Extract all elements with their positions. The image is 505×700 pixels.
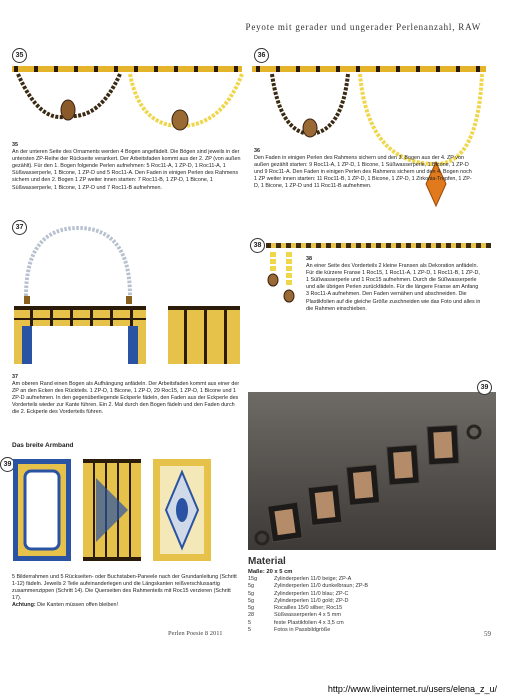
step-35-illustration — [10, 64, 245, 136]
step-38-badge: 38 — [250, 238, 265, 253]
material-box — [248, 556, 496, 634]
material-row — [248, 576, 496, 583]
step-38-fringe — [264, 250, 304, 318]
step-37-illustration — [8, 224, 248, 364]
step-37-caption: Am oberen Rand einen Bogen als Aufhängung anfädeln. Der Arbeitsfaden kommt aus einer der ZP an den Ecken des Rückteils. 1 ZP-D, 1 Bicone, 1 ZP-D, 29 Roc15, 1 ZP-D, 1 Bicone und 1 ZP-D aufnehmen. In den gegenüberliegende Eckperle fädeln, den Faden aus der Eckperle des Vorderteils wieder zur Kante führen. Ein 2. Mal durch den Bogen fädeln und den Faden durch die 2. Eckperle des Vorderteils führen. — [12, 381, 240, 416]
step-38-text — [306, 256, 482, 313]
material-desc: Süßwasserperlen 4 x 5 mm — [274, 612, 341, 619]
bracelet-photo — [248, 384, 496, 550]
material-row — [248, 591, 496, 598]
section-title: Das breite Armband — [12, 442, 74, 449]
step-39-note: Die Kanten müssen offen bleiben! — [37, 602, 118, 609]
step-38-top-bar — [266, 243, 491, 248]
material-qty: 5 — [248, 627, 252, 634]
footer-year: 2011 — [209, 630, 223, 637]
bracelet-photo-graphic — [248, 392, 496, 550]
step-39-badge: 39 — [0, 457, 15, 472]
step-36-badge: 36 — [254, 48, 269, 63]
step-37-number: 37 — [12, 374, 18, 380]
step-35-text — [12, 142, 244, 192]
material-desc: Zylinderperlen 11/0 blau; ZP-C — [274, 590, 349, 597]
material-qty: 28 — [248, 612, 255, 619]
material-list — [248, 576, 496, 634]
panel-letter-pattern — [152, 458, 212, 562]
watermark-url: http://www.liveinternet.ru/users/elena_z_u/ — [327, 684, 497, 694]
page-number: 59 — [484, 630, 491, 638]
panel-back-pattern — [82, 458, 142, 562]
material-title: Material — [248, 556, 286, 567]
step-36-number: 36 — [254, 148, 260, 154]
material-desc: Zylinderperlen 11/0 beige; ZP-A — [274, 576, 352, 582]
step-36-text — [254, 148, 474, 191]
step-38-number: 38 — [306, 256, 312, 262]
material-qty: 15g — [248, 576, 258, 582]
step-37-badge: 37 — [12, 220, 27, 235]
material-row — [248, 627, 496, 634]
material-qty: 5g — [248, 583, 255, 590]
material-row — [248, 620, 496, 627]
step-37-text — [12, 374, 240, 417]
footer-brand: Perlen Poesie — [168, 630, 204, 637]
material-row — [248, 605, 496, 612]
step-39-caption: 5 Bilderrahmen und 5 Rückseiten- oder Buchstaben-Paneele nach der Grundanleitung (Schritt 1-12) fädeln. Jeweils 2 Teile aufeinanderlegen und die Längskanten reißverschlussartig zusammenzippen (Schritt 14). Die Querseiten des Rahmenteils mit Roc15 verzieren (Schritt 17). — [12, 574, 237, 602]
material-row — [248, 598, 496, 605]
material-qty: 5 — [248, 619, 252, 626]
material-row — [248, 612, 496, 619]
step-38-caption: An einer Seite des Vorderteils 2 kleine Fransen als Dekoration anfädeln. Für die kürzere Franse 1 Roc15, 1 Roc11-A, 1 ZP-D, 1 Roc11-B, 1 ZP-D, 1 Süßwasserperle und 1 Roc15 aufnehmen. Durch die Süßwasserperle und alle übrigen Perlen zurückfädeln. Für die längere Franse am Anfang 3 Roc11-A aufnehmen. Den Faden vernähen und abschneiden. Die Plastikfolien auf die gleiche Größe zuschneiden wie das Foto und alles in die Rahmen einschieben. — [306, 263, 481, 312]
footer-issue: 8 — [204, 630, 209, 637]
material-desc: Zylinderperlen 11/0 dunkelbraun; ZP-B — [274, 583, 369, 590]
material-qty: 5g — [248, 590, 255, 597]
material-desc: Fotos in Passbildgröße — [274, 627, 331, 634]
panel-frame-pattern — [12, 458, 72, 562]
step-36-caption: Den Faden in einigen Perlen des Rahmens sichern und den 3. Bogen aus der 4. ZP von außen gezählt starten: 9 Roc11-A, 1 ZP-D, 1 Bicone, 1 Süßwasserperle, 1 Bicone, 1 ZP-D und 9 Roc11-A. Den Faden in einigen Perlen des Rahmens sichern und den 4. Bogen noch 1 ZP weiter innen starten: 11 Roc11-B, 1 ZP-D, 1 Bicone, 1 ZP-D, 1 Zirkonia-Tropfen, 1 ZP-D, 1 Bicone, 1 ZP-D und 11 Roc11-B aufnehmen. — [254, 155, 472, 190]
material-size: Maße: 20 x 5 cm — [248, 569, 293, 575]
material-desc: feste Plastikfolien 4 x 3,5 cm — [274, 619, 344, 626]
material-desc: Zylinderperlen 11/0 gold; ZP-D — [274, 597, 349, 604]
step-39-note-label: Achtung: — [12, 602, 36, 609]
material-row — [248, 583, 496, 590]
photo-badge: 39 — [477, 380, 492, 395]
page-header: Peyote mit gerader und ungerader Perlenanzahl, RAW — [245, 22, 481, 32]
step-35-caption: An der unteren Seite des Ornaments werden 4 Bogen angefädelt. Die Bögen sind jeweils in der untersten ZP-Reihe der Rückseite verankert. Der Arbeitsfaden kommt aus der 2. ZP (von außen gezählt). Für den 1. Bogen folgende Perlen aufnehmen: 5 Roc11-A, 1 ZP-D, 1 Roc11-A, 1 Süßwasserperle, 1 Bicone, 1 ZP-D und 5 Roc11-A. Den Faden in einigen Perlen des Rahmens sichern und den 2. Bogen 1 ZP weiter innen starten: 7 Roc11-B, 1 ZP-D, 1 Bicone, 1 Süßwasserperle, 1 Bicone, 1 ZP-D und 7 Roc11-B aufnehmen. — [12, 149, 241, 191]
step-35-number: 35 — [12, 142, 18, 148]
page-footer — [168, 630, 222, 637]
step-39-text — [12, 574, 240, 609]
material-qty: 5g — [248, 597, 255, 604]
material-desc: Rocailles 15/0 silber; Roc15 — [274, 605, 343, 612]
material-qty: 5g — [248, 605, 255, 612]
step-35-badge: 35 — [12, 48, 27, 63]
